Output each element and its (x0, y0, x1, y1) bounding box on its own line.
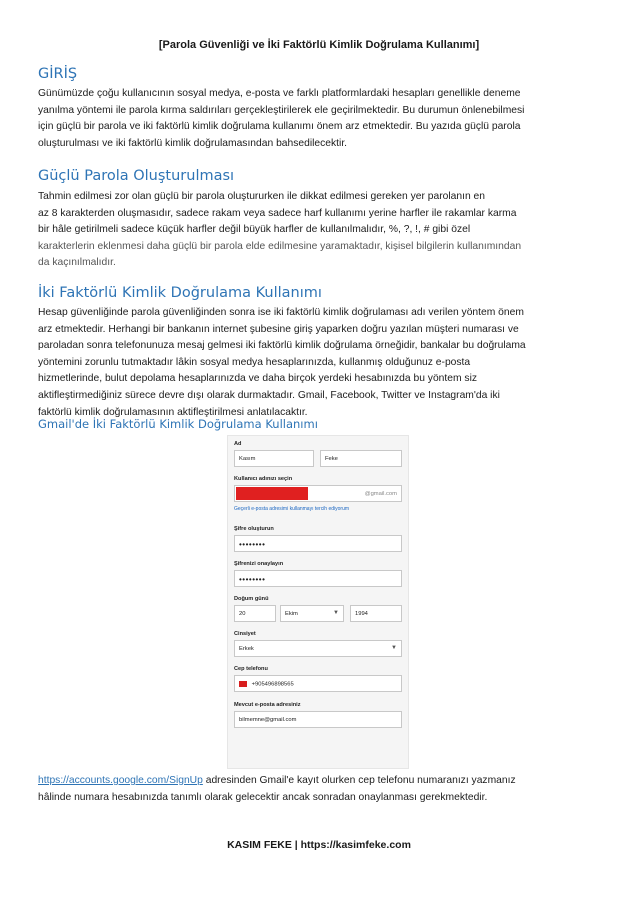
text-line: da kaçınılmalıdır. (38, 257, 116, 269)
heading-iki-faktorlu: İki Faktörlü Kimlik Doğrulama Kullanımı (38, 285, 322, 301)
gender-select[interactable] (234, 640, 402, 657)
heading-giris: GİRİŞ (38, 66, 78, 82)
text-line: hâlinde numara hesabınızda tanımlı olarak gelecektir ancak sonradan onaylanması gerekmektedir. (38, 791, 488, 803)
text-line: aktifleştirmediğiniz sürece devre dışı olarak durmaktadır. Gmail, Facebook, Twitter ve Instagram'da iki (38, 389, 500, 401)
text-line (38, 773, 604, 790)
confirm-password-input[interactable]: •••••••• (234, 570, 402, 587)
chevron-down-icon: ▼ (391, 645, 397, 651)
signup-link[interactable]: https://accounts.google.com/SignUp (38, 775, 203, 786)
text-line: karakterlerin eklenmesi daha güçlü bir parola elde edilmesine yaramaktadır, kişisel bilgilerin kullanımından (38, 240, 522, 252)
label-ad: Ad (234, 441, 242, 447)
text-line: faktörlü kimlik doğrulamasının aktifleştirilmesi anlatılacaktır. (38, 406, 308, 418)
email-input[interactable]: bilmemne@gmail.com (234, 711, 402, 728)
paragraph-gmail (38, 773, 604, 806)
gender-value: Erkek (239, 646, 254, 652)
label-gender: Cinsiyet (234, 631, 256, 637)
text-line: yöntemini zorunlu tutmaktadır lâkin sosyal medya hesaplarınızda, kullanmış olduğunuz e-posta (38, 356, 471, 368)
month-value: Ekim (285, 611, 298, 617)
text-line: Hesap güvenliğinde parola güvenliğinden sonra ise iki faktörlü kimlik doğrulaması adı verilen yöntem önem (38, 307, 524, 318)
text-line: arz etmektedir. Herhangi bir bankanın internet şubesine giriş yaparken doğru yazılan müşteri numarası ve (38, 323, 519, 335)
text-line: Günümüzde çoğu kullanıcının sosyal medya, e-posta ve farklı platformlardaki hesapları genellikle deneme (38, 88, 521, 99)
text-line: az 8 karakterden oluşmasıdır, sadece rakam veya sadece harf kullanımı yerine harfler ile rakamlar karma (38, 207, 517, 219)
username-suffix: @gmail.com (364, 491, 397, 497)
heading-gmail: Gmail'de İki Faktörlü Kimlik Doğrulama Kullanımı (38, 417, 318, 431)
first-name-input[interactable]: Kasım (234, 450, 314, 467)
text-line-rest: adresinden Gmail'e kayıt olurken cep telefonu numaranızı yazmanız (202, 775, 516, 786)
label-confirm-password: Şifrenizi onaylayın (234, 561, 284, 567)
label-username: Kullanıcı adınızı seçin (234, 476, 293, 482)
text-line: Tahmin edilmesi zor olan güçlü bir parola oluştururken ile dikkat edilmesi gereken yer parolanın en (38, 191, 486, 202)
label-phone: Cep telefonu (234, 666, 268, 672)
text-line: hizmetlerinde, bulut depolama hesaplarınızda ve daha birçok yerdeki hesabınızda bu yöntem siz (38, 373, 478, 385)
text-line: yanılma yöntemi ile parola kırma saldırıları gerçekleştirilerek ele geçirilmektedir. Bu durumun önlenebilmesi (38, 104, 525, 116)
last-name-input[interactable]: Feke (320, 450, 402, 467)
label-email: Mevcut e-posta adresiniz (234, 702, 301, 708)
paragraph-giris (38, 86, 604, 152)
birthday-year-input[interactable]: 1994 (350, 605, 402, 622)
text-line: bir hâle getirilmeli sadece küçük harfler değil büyük harfler de kullanılmalıdır, %, ?, !, # gibi özel (38, 224, 471, 236)
paragraph-guclu-parola (38, 189, 604, 272)
redacted-username (236, 487, 308, 500)
chevron-down-icon: ▼ (333, 610, 339, 616)
password-input[interactable]: •••••••• (234, 535, 402, 552)
username-input[interactable] (234, 485, 402, 502)
document-footer: KASIM FEKE | https://kasimfeke.com (227, 839, 411, 851)
text-line: için güçlü bir parola ve iki faktörlü kimlik doğrulama kullanımı önem arz etmektedir. Bu yazıda güçlü parola (38, 121, 521, 133)
birthday-day-input[interactable]: 20 (234, 605, 276, 622)
turkey-flag-icon[interactable] (239, 681, 247, 687)
paragraph-iki-faktorlu (38, 305, 604, 421)
label-birthday: Doğum günü (234, 596, 269, 602)
phone-value: +905496898565 (251, 681, 294, 688)
text-line: oluşturulması ve iki faktörlü kimlik doğrulamasından bahsedilecektir. (38, 137, 348, 149)
document-header: [Parola Güvenliği ve İki Faktörlü Kimlik Doğrulama Kullanımı] (158, 39, 480, 51)
label-password: Şifre oluşturun (234, 526, 274, 532)
signup-form-screenshot (227, 435, 409, 769)
birthday-month-select[interactable] (280, 605, 344, 622)
text-line: paroladan sonra telefonunuza mesaj gelmesi iki faktörlü kimlik doğrulama örneğidir, bankalar bu doğrulama (38, 340, 526, 352)
use-current-email-link[interactable]: Geçerli e-posta adresimi kullanmayı tercih ediyorum (234, 506, 350, 512)
phone-input[interactable] (234, 675, 402, 692)
heading-guclu-parola: Güçlü Parola Oluşturulması (38, 168, 235, 184)
